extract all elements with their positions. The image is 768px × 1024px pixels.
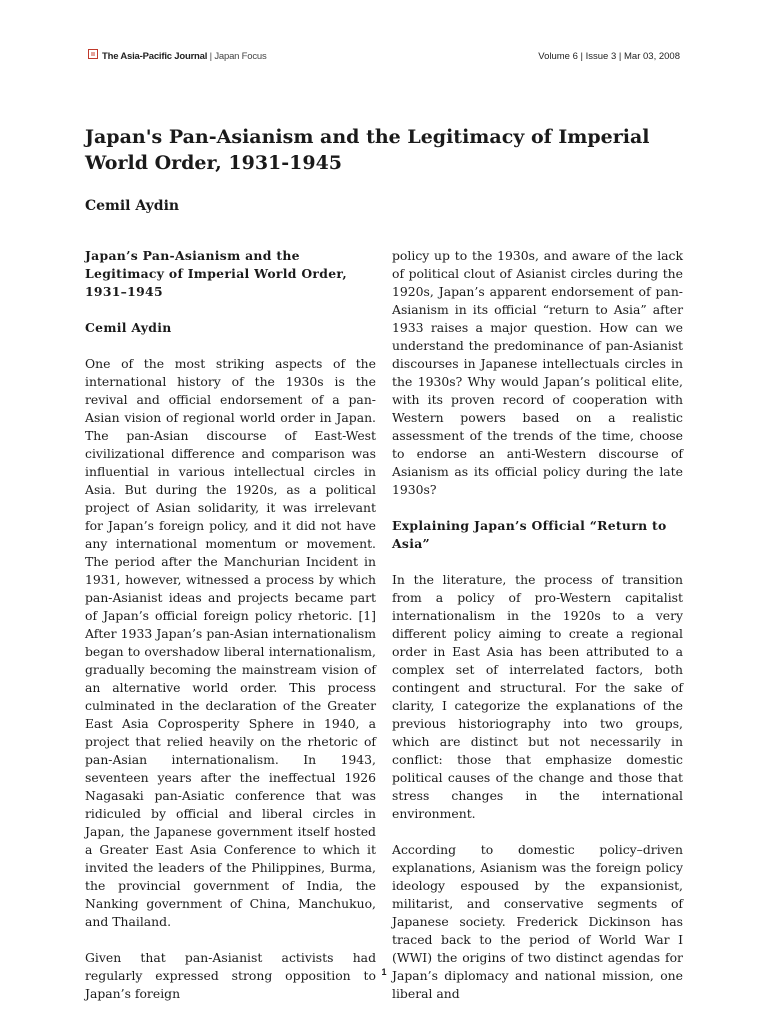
brand-section: Japan Focus	[214, 51, 267, 62]
page-number: 1	[381, 967, 387, 977]
body-paragraph: According to domestic policy–driven explanations, Asianism was the foreign policy ideology espoused by the expansionist, militarist, and conservative segments of Japanese society. Frederick Dickinson has traced back to the period of World War I (WWI) the origins of two distinct agendas for Japan’s diplomacy and national mission, one liberal and	[392, 842, 683, 1001]
body-paragraph: Given that pan-Asianist activists had regularly expressed strong opposition to Japan’s foreign	[85, 950, 376, 1001]
subtitle-author: Cemil Aydin	[85, 320, 172, 335]
article-author: Cemil Aydin	[85, 198, 180, 214]
body-paragraph: policy up to the 1930s, and aware of the lack of political clout of Asianist circles during the 1920s, Japan’s apparent endorsement of pan-Asianism in its official “return to Asia” after 1933 raises a major question. How can we understand the predominance of pan-Asianist discourses in Japanese intellectuals circles in the 1930s? Why would Japan’s political elite, with its proven record of cooperation with Western powers based on a realistic assessment of the trends of the time, choose to endorse an anti-Western discourse of Asianism as its official policy during the late 1930s?	[392, 248, 683, 497]
brand-separator: |	[207, 51, 215, 62]
journal-logo-icon	[88, 49, 98, 59]
brand-name: The Asia-Pacific Journal	[102, 51, 208, 62]
article-subtitle: Japan’s Pan-Asianism and the Legitimacy of Imperial World Order, 1931–1945	[85, 248, 347, 299]
body-paragraph: In the literature, the process of transition from a policy of pro-Western capitalist internationalism in the 1920s to a very different policy aiming to create a regional order in East Asia has been attributed to a complex set of interrelated factors, both contingent and structural. For the sake of clarity, I categorize the explanations of the previous historiography into two groups, which are distinct but not necessarily in conflict: those that emphasize domestic political causes of the change and those that stress changes in the international environment.	[392, 572, 683, 821]
body-paragraph: One of the most striking aspects of the international history of the 1930s is the revival and official endorsement of a pan-Asian vision of regional world order in Japan. The pan-Asian discourse of East-West civilizational difference and comparison was influential in various intellectual circles in Asia. But during the 1920s, as a political project of Asian solidarity, it was irrelevant for Japan’s foreign policy, and it did not have any international momentum or movement. The period after the Manchurian Incident in 1931, however, witnessed a process by which pan-Asianist ideas and projects became part of Japan’s official foreign policy rhetoric. [1] After 1933 Japan’s pan-Asian internationalism began to overshadow liberal internationalism, gradually becoming the mainstream vision of an alternative world order. This process culminated in the declaration of the Greater East Asia Coprosperity Sphere in 1940, a project that relied heavily on the rhetoric of pan-Asian internationalism. In 1943, seventeen years after the ineffectual 1926 Nagasaki pan-Asiatic conference that was ridiculed by official and liberal circles in Japan, the Japanese government itself hosted a Greater East Asia Conference to which it invited the leaders of the Philippines, Burma, the provincial government of India, the Nanking government of China, Manchukuo, and Thailand.	[85, 356, 376, 929]
article-title: Japan's Pan-Asianism and the Legitimacy of Imperial World Order, 1931-1945	[85, 126, 650, 174]
page-header	[88, 48, 682, 64]
right-column	[392, 247, 683, 1003]
section-heading: Explaining Japan’s Official “Return to Asia”	[392, 518, 667, 551]
left-column	[85, 247, 376, 1003]
volume-info: Volume 6 | Issue 3 | Mar 03, 2008	[538, 51, 680, 62]
journal-brand	[102, 51, 267, 62]
